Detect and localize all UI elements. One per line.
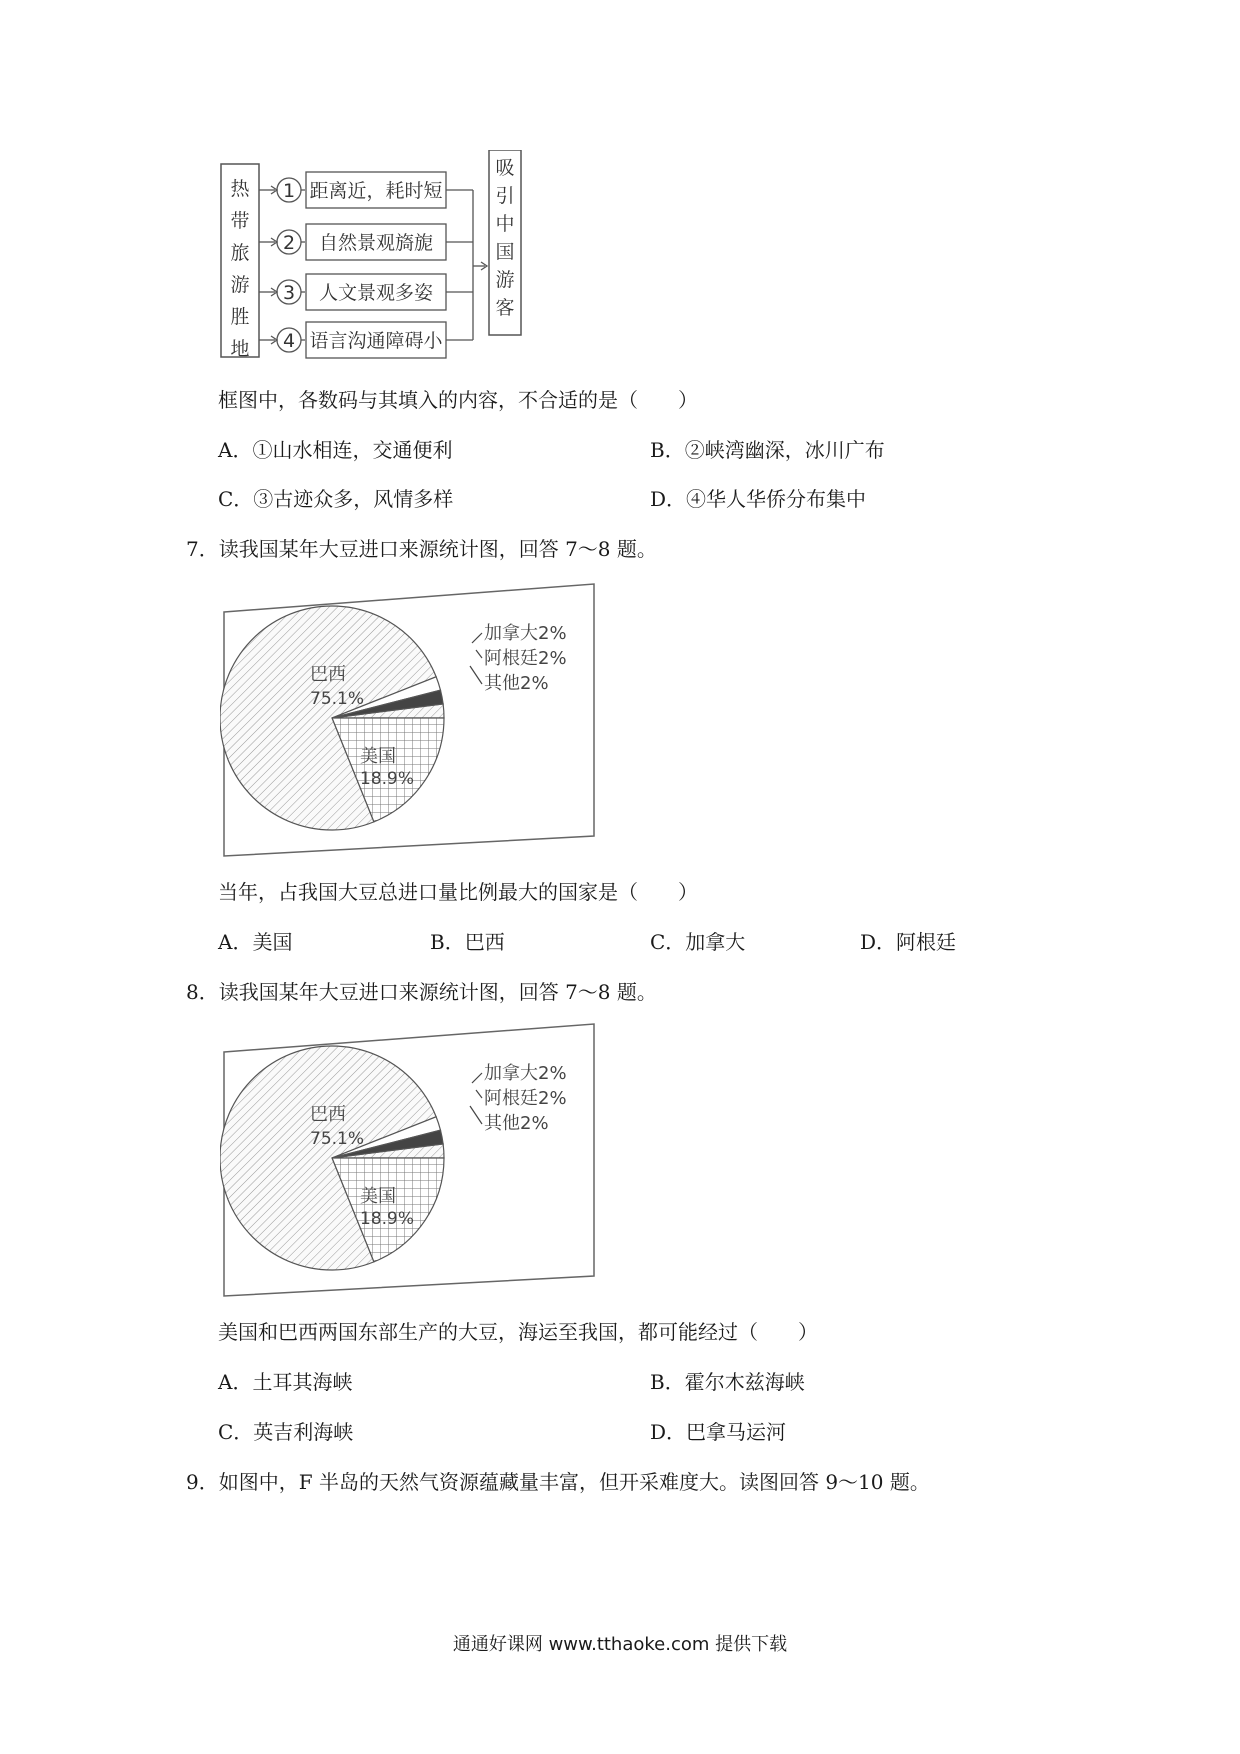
q7-intro: 7．读我国某年大豆进口来源统计图，回答 7～8 题。	[186, 537, 657, 561]
flow-number: 1	[282, 180, 296, 202]
q8-option-c[interactable]: C．英吉利海峡	[218, 1420, 354, 1444]
callout-canada: 加拿大2%	[484, 623, 567, 644]
flow-left-char: 旅	[230, 242, 250, 264]
flow-right-char: 吸	[495, 157, 515, 179]
flow-right-char: 国	[495, 241, 515, 263]
callout-canada: 加拿大2%	[484, 1063, 567, 1084]
flow-number: 2	[282, 232, 296, 254]
q8-stem: 美国和巴西两国东部生产的大豆，海运至我国，都可能经过（ ）	[218, 1320, 818, 1344]
q6-option-b[interactable]: B．②峡湾幽深，冰川广布	[650, 438, 885, 462]
callout-other: 其他2%	[484, 673, 549, 694]
slice-label-brazil: 巴西	[310, 664, 346, 685]
flow-left-char: 热	[230, 178, 250, 200]
flow-left-char: 游	[230, 274, 250, 296]
pie-slices	[220, 1046, 444, 1270]
q8-intro: 8．读我国某年大豆进口来源统计图，回答 7～8 题。	[186, 980, 657, 1004]
q7-stem: 当年，占我国大豆总进口量比例最大的国家是（ ）	[218, 880, 698, 904]
q7-option-a[interactable]: A．美国	[218, 930, 293, 954]
q8-option-a[interactable]: A．土耳其海峡	[218, 1370, 353, 1394]
slice-value-usa: 18.9%	[360, 769, 415, 789]
page-footer: 通通好课网 www.tthaoke.com 提供下载	[452, 1634, 788, 1655]
flow-box-text: 人文景观多姿	[318, 282, 434, 304]
slice-label-usa: 美国	[360, 746, 396, 767]
q6-option-c[interactable]: C．③古迹众多，风情多样	[218, 487, 454, 511]
q8-option-b[interactable]: B．霍尔木兹海峡	[650, 1370, 805, 1394]
q7-option-b[interactable]: B．巴西	[430, 930, 505, 954]
flow-row-2	[259, 224, 473, 260]
flow-number: 4	[282, 330, 296, 352]
flow-box-text: 语言沟通障碍小	[309, 330, 443, 352]
flow-left-char: 地	[230, 338, 250, 360]
q7-option-d[interactable]: D．阿根廷	[860, 930, 957, 954]
flow-row-3	[259, 274, 473, 310]
q6-option-a[interactable]: A．①山水相连，交通便利	[218, 438, 453, 462]
flow-right-char: 客	[495, 297, 515, 319]
q6-stem: 框图中，各数码与其填入的内容，不合适的是（ ）	[218, 388, 698, 412]
slice-label-usa: 美国	[360, 1186, 396, 1207]
pie-chart-2	[220, 1020, 600, 1300]
slice-value-brazil: 75.1%	[310, 1129, 365, 1149]
flow-right-label	[495, 157, 514, 319]
q9-intro: 9．如图中，F 半岛的天然气资源蕴藏量丰富，但开采难度大。读图回答 9～10 题。	[186, 1470, 930, 1494]
callout-other: 其他2%	[484, 1113, 549, 1134]
slice-value-usa: 18.9%	[360, 1209, 415, 1229]
flow-left-label	[230, 178, 250, 360]
flow-box-text: 自然景观旖旎	[318, 232, 434, 254]
flow-left-char: 胜	[230, 306, 250, 328]
flow-right-char: 引	[495, 185, 515, 207]
flow-right-char: 中	[495, 213, 515, 235]
q8-option-d[interactable]: D．巴拿马运河	[650, 1420, 787, 1444]
callout-argentina: 阿根廷2%	[484, 1088, 567, 1109]
flow-row-4	[259, 322, 473, 358]
pie-slices	[220, 606, 444, 830]
flow-box-text: 距离近，耗时短	[309, 180, 443, 202]
q6-option-d[interactable]: D．④华人华侨分布集中	[650, 487, 867, 511]
flow-right-char: 游	[495, 269, 515, 291]
slice-value-brazil: 75.1%	[310, 689, 365, 709]
flow-row-1	[259, 172, 473, 208]
tourism-flow-diagram	[215, 150, 535, 375]
q7-option-c[interactable]: C．加拿大	[650, 930, 746, 954]
slice-label-brazil: 巴西	[310, 1104, 346, 1125]
callout-argentina: 阿根廷2%	[484, 648, 567, 669]
pie-chart-1	[220, 580, 600, 860]
flow-number: 3	[282, 282, 296, 304]
flow-left-char: 带	[230, 210, 250, 232]
